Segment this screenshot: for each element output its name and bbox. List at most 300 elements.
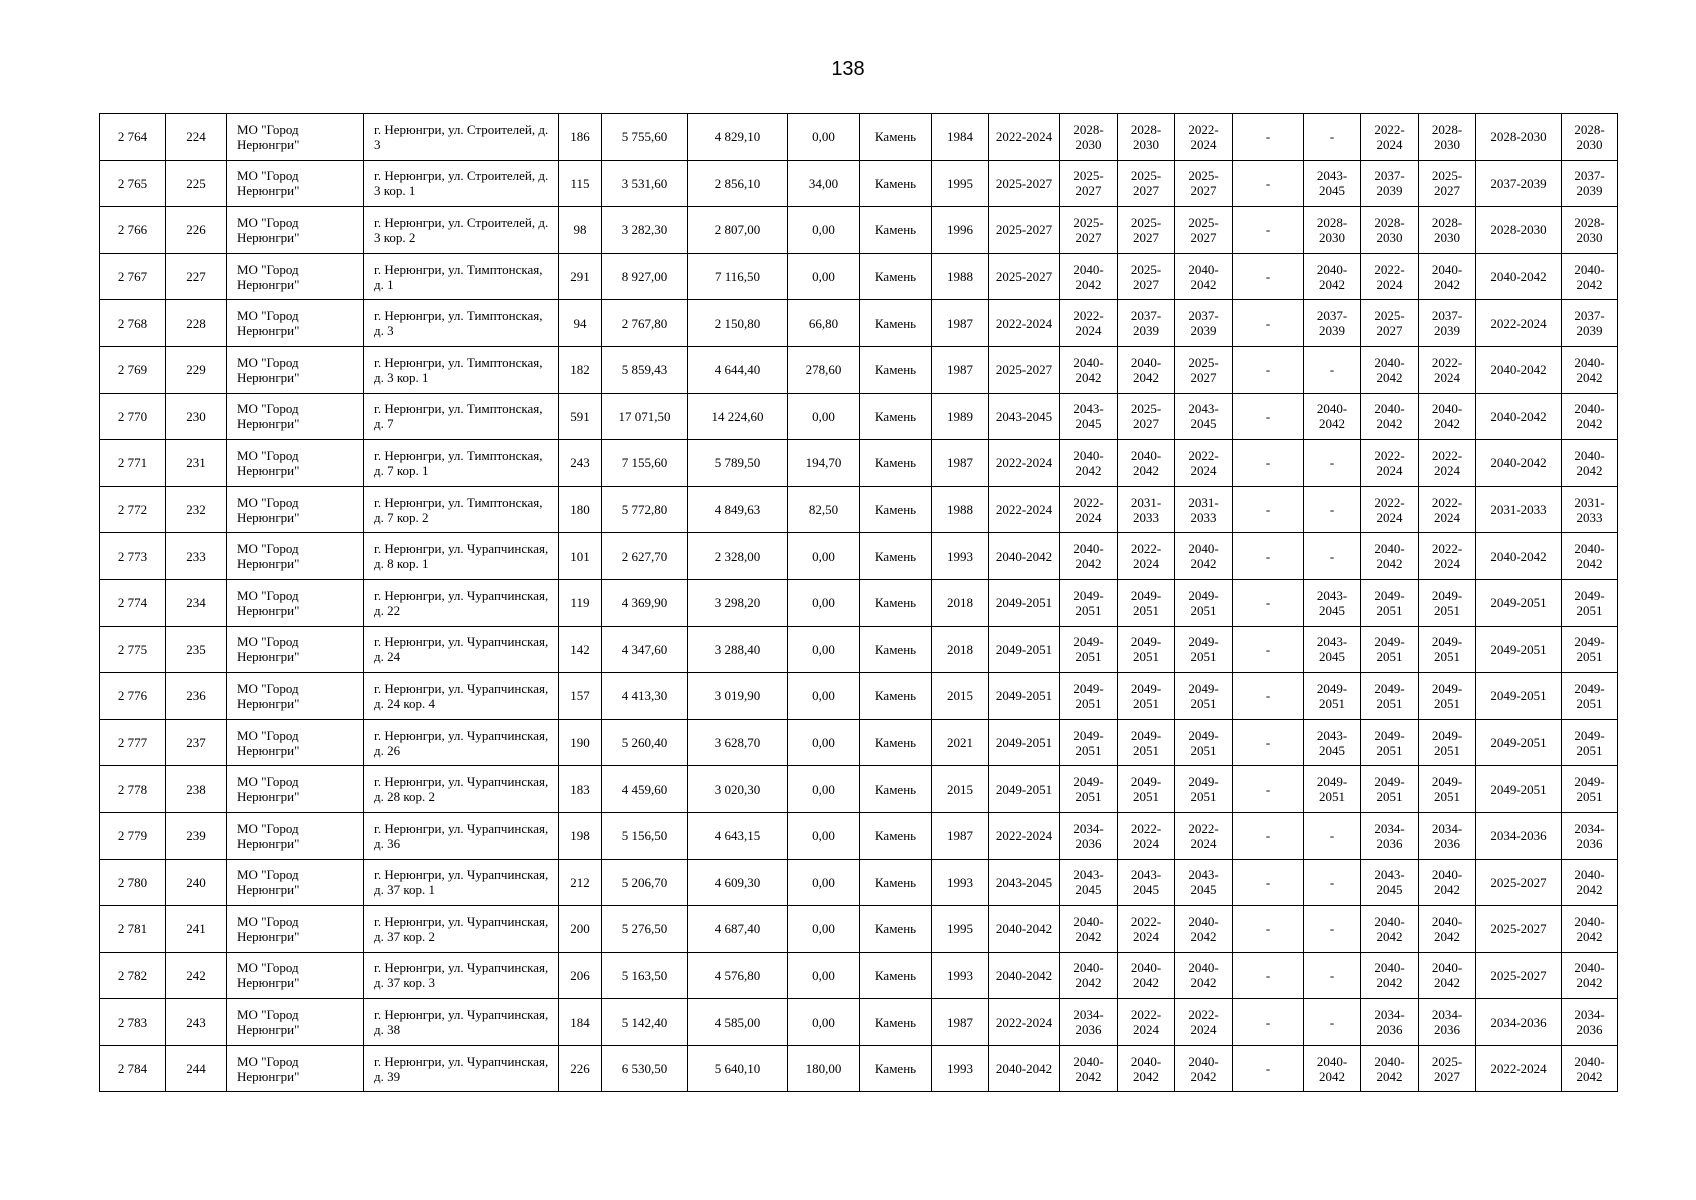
repair-period-cell: 2022-2024 [1060,300,1118,347]
repair-period-cell: 2025-2027 [1419,160,1476,207]
repair-period-cell: 2040-2042 [1060,346,1118,393]
address-cell: г. Нерюнгри, ул. Строителей, д. 3 кор. 2 [364,207,559,254]
table-row [100,486,1618,533]
repair-period-cell: 2040-2042 [1304,393,1361,440]
repair-period-cell: 2028-2030 [1118,114,1175,161]
row-index-cell: 228 [166,300,227,347]
nonresidential-area-cell: 0,00 [788,114,860,161]
repair-period-cell: 2040-2042 [989,533,1060,580]
address-cell: г. Нерюнгри, ул. Чурапчинская, д. 36 [364,812,559,859]
repair-period-cell: 2025-2027 [1175,346,1233,393]
repair-period-cell: 2028-2030 [1562,207,1618,254]
residents-cell: 94 [559,300,602,347]
repair-period-cell: 2049-2051 [1419,626,1476,673]
address-cell: г. Нерюнгри, ул. Тимптонская, д. 3 кор. 1 [364,346,559,393]
municipality-cell: МО "Город Нерюнгри" [227,952,364,999]
repair-period-cell: 2022-2024 [1118,999,1175,1046]
municipality-cell: МО "Город Нерюнгри" [227,906,364,953]
wall-material-cell: Камень [860,626,932,673]
wall-material-cell: Камень [860,579,932,626]
total-area-cell: 2 767,80 [602,300,688,347]
repair-period-cell: 2025-2027 [989,160,1060,207]
repair-period-cell: 2049-2051 [1060,579,1118,626]
table-row [100,812,1618,859]
total-area-cell: 2 627,70 [602,533,688,580]
repair-period-cell: 2025-2027 [1476,906,1562,953]
repair-period-cell: 2028-2030 [1476,114,1562,161]
row-index-cell: 239 [166,812,227,859]
repair-period-cell: 2022-2024 [1419,533,1476,580]
repair-period-cell: 2034-2036 [1361,999,1419,1046]
repair-period-cell: 2028-2030 [1361,207,1419,254]
address-cell: г. Нерюнгри, ул. Тимптонская, д. 1 [364,253,559,300]
repair-period-cell: 2025-2027 [1118,253,1175,300]
repair-period-cell: 2043-2045 [1175,859,1233,906]
repair-period-cell: 2034-2036 [1476,999,1562,1046]
living-area-cell: 3 298,20 [688,579,788,626]
repair-period-cell: 2049-2051 [1419,579,1476,626]
repair-period-cell: 2025-2027 [1476,952,1562,999]
repair-period-cell: 2025-2027 [989,253,1060,300]
wall-material-cell: Камень [860,346,932,393]
repair-period-cell: 2043-2045 [989,859,1060,906]
row-number-cell: 2 781 [100,906,166,953]
repair-period-cell: 2040-2042 [1562,1045,1618,1092]
row-index-cell: 233 [166,533,227,580]
repair-period-cell: 2028-2030 [1419,114,1476,161]
living-area-cell: 3 020,30 [688,766,788,813]
row-index-cell: 231 [166,440,227,487]
total-area-cell: 8 927,00 [602,253,688,300]
repair-period-cell: 2034-2036 [1060,999,1118,1046]
table-row [100,579,1618,626]
repair-period-cell: 2040-2042 [1118,440,1175,487]
total-area-cell: 4 369,90 [602,579,688,626]
address-cell: г. Нерюнгри, ул. Тимптонская, д. 7 кор. 1 [364,440,559,487]
repair-period-cell: 2040-2042 [1419,952,1476,999]
row-number-cell: 2 779 [100,812,166,859]
address-cell: г. Нерюнгри, ул. Чурапчинская, д. 37 кор. 3 [364,952,559,999]
total-area-cell: 3 282,30 [602,207,688,254]
row-number-cell: 2 775 [100,626,166,673]
row-number-cell: 2 764 [100,114,166,161]
repair-period-cell: 2049-2051 [1419,719,1476,766]
repair-period-cell: 2040-2042 [1361,906,1419,953]
repair-period-cell: 2040-2042 [1175,952,1233,999]
nonresidential-area-cell: 0,00 [788,533,860,580]
repair-period-cell: 2049-2051 [989,766,1060,813]
repair-period-cell: 2031-2033 [1175,486,1233,533]
repair-period-cell: 2049-2051 [1476,766,1562,813]
living-area-cell: 14 224,60 [688,393,788,440]
repair-period-cell: - [1233,999,1304,1046]
build-year-cell: 1996 [932,207,989,254]
row-number-cell: 2 771 [100,440,166,487]
repair-period-cell: 2049-2051 [989,579,1060,626]
repair-period-cell: 2040-2042 [1419,253,1476,300]
build-year-cell: 1993 [932,859,989,906]
repair-period-cell: 2049-2051 [1060,719,1118,766]
row-number-cell: 2 782 [100,952,166,999]
repair-period-cell: - [1233,952,1304,999]
residents-cell: 226 [559,1045,602,1092]
repair-period-cell: 2022-2024 [989,999,1060,1046]
repair-period-cell: 2025-2027 [989,346,1060,393]
repair-period-cell: 2043-2045 [1060,393,1118,440]
nonresidential-area-cell: 0,00 [788,393,860,440]
repair-period-cell: 2049-2051 [1175,579,1233,626]
repair-period-cell: 2028-2030 [1304,207,1361,254]
repair-period-cell: 2028-2030 [1562,114,1618,161]
repair-period-cell: - [1233,626,1304,673]
repair-period-cell: 2040-2042 [989,952,1060,999]
repair-period-cell: 2040-2042 [1060,440,1118,487]
repair-period-cell: 2049-2051 [1562,626,1618,673]
repair-period-cell: 2037-2039 [1476,160,1562,207]
repair-period-cell: 2034-2036 [1476,812,1562,859]
residents-cell: 157 [559,673,602,720]
repair-period-cell: 2049-2051 [1419,766,1476,813]
repair-period-cell: - [1304,906,1361,953]
repair-period-cell: 2025-2027 [1118,207,1175,254]
repair-period-cell: - [1233,766,1304,813]
total-area-cell: 3 531,60 [602,160,688,207]
total-area-cell: 5 156,50 [602,812,688,859]
repair-period-cell: 2022-2024 [1476,300,1562,347]
repair-period-cell: 2028-2030 [1419,207,1476,254]
repair-period-cell: - [1304,859,1361,906]
repair-period-cell: 2028-2030 [1060,114,1118,161]
living-area-cell: 7 116,50 [688,253,788,300]
row-number-cell: 2 767 [100,253,166,300]
total-area-cell: 5 772,80 [602,486,688,533]
address-cell: г. Нерюнгри, ул. Строителей, д. 3 [364,114,559,161]
repair-period-cell: 2049-2051 [989,719,1060,766]
repair-period-cell: 2040-2042 [1419,906,1476,953]
repair-period-cell: 2043-2045 [1304,719,1361,766]
build-year-cell: 2018 [932,579,989,626]
row-number-cell: 2 780 [100,859,166,906]
municipality-cell: МО "Город Нерюнгри" [227,486,364,533]
repair-period-cell: 2043-2045 [1304,626,1361,673]
table-row [100,300,1618,347]
wall-material-cell: Камень [860,673,932,720]
municipality-cell: МО "Город Нерюнгри" [227,160,364,207]
repair-period-cell: 2031-2033 [1562,486,1618,533]
row-index-cell: 241 [166,906,227,953]
repair-period-cell: - [1233,859,1304,906]
nonresidential-area-cell: 0,00 [788,999,860,1046]
nonresidential-area-cell: 0,00 [788,673,860,720]
wall-material-cell: Камень [860,253,932,300]
repair-period-cell: 2022-2024 [1060,486,1118,533]
build-year-cell: 1987 [932,999,989,1046]
row-index-cell: 225 [166,160,227,207]
repair-period-cell: 2022-2024 [1118,906,1175,953]
residents-cell: 182 [559,346,602,393]
wall-material-cell: Камень [860,114,932,161]
repair-period-cell: 2043-2045 [1060,859,1118,906]
repair-period-cell: 2022-2024 [1118,812,1175,859]
residents-cell: 98 [559,207,602,254]
repair-period-cell: 2040-2042 [1562,952,1618,999]
nonresidential-area-cell: 0,00 [788,812,860,859]
repair-period-cell: - [1233,1045,1304,1092]
repair-period-cell: 2040-2042 [1060,1045,1118,1092]
repair-period-cell: 2031-2033 [1118,486,1175,533]
repair-period-cell: 2040-2042 [1419,393,1476,440]
repair-period-cell: 2040-2042 [1304,253,1361,300]
total-area-cell: 7 155,60 [602,440,688,487]
wall-material-cell: Камень [860,300,932,347]
repair-period-cell: 2049-2051 [1361,626,1419,673]
repair-period-cell: 2034-2036 [1419,999,1476,1046]
residents-cell: 190 [559,719,602,766]
repair-period-cell: - [1233,114,1304,161]
repair-period-cell: - [1233,486,1304,533]
repair-period-cell: 2040-2042 [1361,952,1419,999]
repair-period-cell: - [1304,533,1361,580]
row-number-cell: 2 765 [100,160,166,207]
repair-period-cell: 2040-2042 [1361,533,1419,580]
repair-period-cell: 2022-2024 [989,440,1060,487]
housing-register-table [99,113,1618,1092]
repair-period-cell: - [1233,300,1304,347]
build-year-cell: 1987 [932,346,989,393]
row-number-cell: 2 766 [100,207,166,254]
repair-period-cell: 2025-2027 [1060,207,1118,254]
repair-period-cell: 2034-2036 [1562,999,1618,1046]
repair-period-cell: 2022-2024 [1419,440,1476,487]
repair-period-cell: 2049-2051 [1304,766,1361,813]
municipality-cell: МО "Город Нерюнгри" [227,999,364,1046]
row-index-cell: 238 [166,766,227,813]
repair-period-cell: 2040-2042 [1118,1045,1175,1092]
municipality-cell: МО "Город Нерюнгри" [227,393,364,440]
repair-period-cell: 2043-2045 [1361,859,1419,906]
repair-period-cell: - [1304,440,1361,487]
wall-material-cell: Камень [860,999,932,1046]
residents-cell: 180 [559,486,602,533]
address-cell: г. Нерюнгри, ул. Чурапчинская, д. 8 кор. 1 [364,533,559,580]
repair-period-cell: 2040-2042 [1361,1045,1419,1092]
row-number-cell: 2 774 [100,579,166,626]
repair-period-cell: 2049-2051 [1060,766,1118,813]
address-cell: г. Нерюнгри, ул. Чурапчинская, д. 37 кор. 1 [364,859,559,906]
repair-period-cell: 2022-2024 [1118,533,1175,580]
repair-period-cell: 2049-2051 [1476,719,1562,766]
total-area-cell: 5 755,60 [602,114,688,161]
address-cell: г. Нерюнгри, ул. Чурапчинская, д. 26 [364,719,559,766]
repair-period-cell: 2034-2036 [1361,812,1419,859]
living-area-cell: 3 019,90 [688,673,788,720]
repair-period-cell: - [1233,719,1304,766]
repair-period-cell: - [1233,673,1304,720]
living-area-cell: 5 640,10 [688,1045,788,1092]
repair-period-cell: 2025-2027 [1175,207,1233,254]
residents-cell: 119 [559,579,602,626]
repair-period-cell: 2031-2033 [1476,486,1562,533]
nonresidential-area-cell: 66,80 [788,300,860,347]
repair-period-cell: 2022-2024 [1419,346,1476,393]
build-year-cell: 1993 [932,952,989,999]
repair-period-cell: 2025-2027 [1476,859,1562,906]
repair-period-cell: 2049-2051 [1476,626,1562,673]
nonresidential-area-cell: 278,60 [788,346,860,393]
living-area-cell: 2 150,80 [688,300,788,347]
living-area-cell: 2 807,00 [688,207,788,254]
repair-period-cell: 2022-2024 [1419,486,1476,533]
repair-period-cell: 2040-2042 [1060,253,1118,300]
address-cell: г. Нерюнгри, ул. Чурапчинская, д. 37 кор. 2 [364,906,559,953]
municipality-cell: МО "Город Нерюнгри" [227,626,364,673]
repair-period-cell: 2022-2024 [1476,1045,1562,1092]
nonresidential-area-cell: 0,00 [788,859,860,906]
repair-period-cell: 2040-2042 [1562,906,1618,953]
residents-cell: 198 [559,812,602,859]
repair-period-cell: 2040-2042 [1175,253,1233,300]
living-area-cell: 4 687,40 [688,906,788,953]
repair-period-cell: 2040-2042 [1476,393,1562,440]
address-cell: г. Нерюнгри, ул. Строителей, д. 3 кор. 1 [364,160,559,207]
residents-cell: 243 [559,440,602,487]
repair-period-cell: 2022-2024 [1175,440,1233,487]
repair-period-cell: 2040-2042 [1419,859,1476,906]
build-year-cell: 1989 [932,393,989,440]
wall-material-cell: Камень [860,719,932,766]
table-row [100,346,1618,393]
repair-period-cell: 2022-2024 [1361,486,1419,533]
build-year-cell: 2015 [932,673,989,720]
repair-period-cell: 2040-2042 [989,1045,1060,1092]
repair-period-cell: 2022-2024 [989,812,1060,859]
repair-period-cell: - [1233,346,1304,393]
repair-period-cell: 2028-2030 [1476,207,1562,254]
repair-period-cell: 2022-2024 [1175,114,1233,161]
row-index-cell: 229 [166,346,227,393]
address-cell: г. Нерюнгри, ул. Чурапчинская, д. 24 [364,626,559,673]
repair-period-cell: 2022-2024 [989,300,1060,347]
table-row [100,253,1618,300]
total-area-cell: 4 413,30 [602,673,688,720]
build-year-cell: 1993 [932,1045,989,1092]
row-number-cell: 2 784 [100,1045,166,1092]
residents-cell: 291 [559,253,602,300]
repair-period-cell: 2049-2051 [989,626,1060,673]
wall-material-cell: Камень [860,486,932,533]
table-row [100,673,1618,720]
living-area-cell: 4 644,40 [688,346,788,393]
row-index-cell: 224 [166,114,227,161]
repair-period-cell: 2040-2042 [1175,533,1233,580]
nonresidential-area-cell: 194,70 [788,440,860,487]
row-number-cell: 2 778 [100,766,166,813]
repair-period-cell: 2037-2039 [1562,160,1618,207]
repair-period-cell: - [1233,812,1304,859]
row-number-cell: 2 773 [100,533,166,580]
repair-period-cell: 2049-2051 [1361,579,1419,626]
row-index-cell: 242 [166,952,227,999]
repair-period-cell: 2022-2024 [1361,114,1419,161]
living-area-cell: 4 609,30 [688,859,788,906]
row-index-cell: 243 [166,999,227,1046]
total-area-cell: 5 276,50 [602,906,688,953]
nonresidential-area-cell: 180,00 [788,1045,860,1092]
repair-period-cell: 2049-2051 [1118,766,1175,813]
repair-period-cell: 2040-2042 [1562,533,1618,580]
table-row [100,999,1618,1046]
municipality-cell: МО "Город Нерюнгри" [227,1045,364,1092]
row-number-cell: 2 770 [100,393,166,440]
row-number-cell: 2 776 [100,673,166,720]
table-row [100,393,1618,440]
nonresidential-area-cell: 82,50 [788,486,860,533]
repair-period-cell: 2034-2036 [1419,812,1476,859]
municipality-cell: МО "Город Нерюнгри" [227,719,364,766]
repair-period-cell: - [1233,253,1304,300]
repair-period-cell: 2049-2051 [1562,579,1618,626]
wall-material-cell: Камень [860,766,932,813]
wall-material-cell: Камень [860,1045,932,1092]
wall-material-cell: Камень [860,160,932,207]
build-year-cell: 1988 [932,253,989,300]
repair-period-cell: - [1304,346,1361,393]
repair-period-cell: 2037-2039 [1304,300,1361,347]
living-area-cell: 2 856,10 [688,160,788,207]
living-area-cell: 4 585,00 [688,999,788,1046]
repair-period-cell: 2040-2042 [1562,346,1618,393]
repair-period-cell: 2049-2051 [1361,719,1419,766]
repair-period-cell: 2040-2042 [1060,533,1118,580]
build-year-cell: 1984 [932,114,989,161]
municipality-cell: МО "Город Нерюнгри" [227,114,364,161]
nonresidential-area-cell: 0,00 [788,626,860,673]
repair-period-cell: 2043-2045 [1304,160,1361,207]
repair-period-cell: 2049-2051 [1562,766,1618,813]
build-year-cell: 1987 [932,812,989,859]
repair-period-cell: 2025-2027 [1419,1045,1476,1092]
repair-period-cell: 2037-2039 [1419,300,1476,347]
repair-period-cell: 2025-2027 [1175,160,1233,207]
wall-material-cell: Камень [860,393,932,440]
repair-period-cell: 2040-2042 [989,906,1060,953]
build-year-cell: 1995 [932,906,989,953]
address-cell: г. Нерюнгри, ул. Чурапчинская, д. 39 [364,1045,559,1092]
residents-cell: 183 [559,766,602,813]
row-index-cell: 236 [166,673,227,720]
nonresidential-area-cell: 0,00 [788,579,860,626]
repair-period-cell: 2049-2051 [1060,673,1118,720]
repair-period-cell: 2049-2051 [1304,673,1361,720]
table-row [100,859,1618,906]
repair-period-cell: - [1304,486,1361,533]
row-number-cell: 2 769 [100,346,166,393]
repair-period-cell: 2037-2039 [1175,300,1233,347]
address-cell: г. Нерюнгри, ул. Тимптонская, д. 3 [364,300,559,347]
nonresidential-area-cell: 0,00 [788,952,860,999]
address-cell: г. Нерюнгри, ул. Чурапчинская, д. 22 [364,579,559,626]
residents-cell: 101 [559,533,602,580]
living-area-cell: 4 643,15 [688,812,788,859]
row-index-cell: 235 [166,626,227,673]
repair-period-cell: 2040-2042 [1175,906,1233,953]
repair-period-cell: 2049-2051 [989,673,1060,720]
residents-cell: 186 [559,114,602,161]
table-row [100,952,1618,999]
total-area-cell: 4 459,60 [602,766,688,813]
row-number-cell: 2 777 [100,719,166,766]
repair-period-cell: 2040-2042 [1304,1045,1361,1092]
